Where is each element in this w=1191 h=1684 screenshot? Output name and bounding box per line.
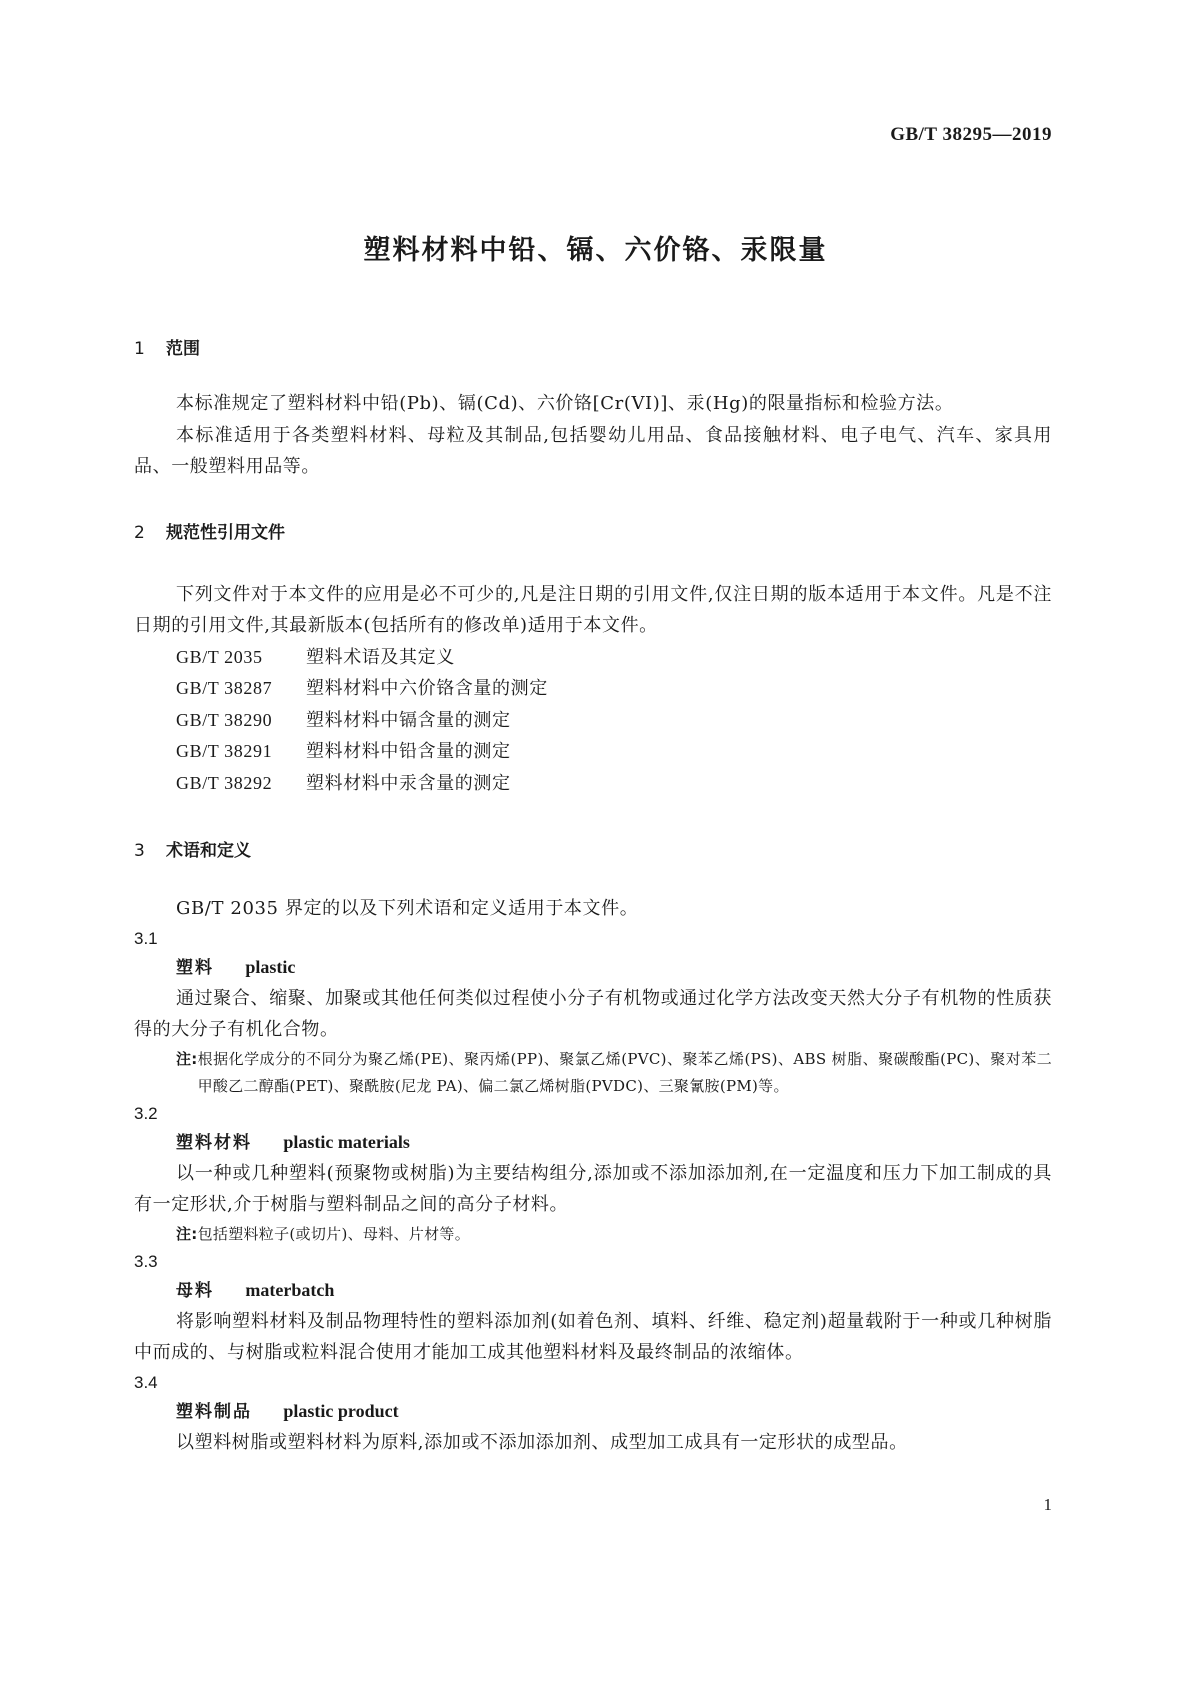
section-number: 1 — [134, 339, 145, 359]
term-entry — [134, 1248, 1052, 1369]
reference-title: 塑料术语及其定义 — [306, 646, 455, 668]
term-en: plastic materials — [283, 1131, 410, 1152]
term-designation — [134, 952, 1052, 983]
reference-code: GB/T 38290 — [176, 709, 273, 730]
section-title: 规范性引用文件 — [166, 522, 285, 543]
note-label: 注: — [176, 1224, 198, 1243]
note-text: 包括塑料粒子(或切片)、母料、片材等。 — [197, 1224, 471, 1243]
paragraph: 本标准适用于各类塑料材料、母粒及其制品,包括婴幼儿用品、食品接触材料、电子电气、汽车、家具用品、一般塑料用品等。 — [134, 424, 1052, 477]
section-heading — [134, 521, 1052, 545]
term-note — [134, 1046, 1052, 1100]
term-zh: 塑料材料 — [176, 1132, 252, 1153]
term-en: plastic — [245, 956, 296, 977]
section-terms-definitions — [134, 839, 1052, 1458]
document-title: 塑料材料中铅、镉、六价铬、汞限量 — [363, 235, 828, 266]
standard-code: GB/T 38295—2019 — [890, 124, 1052, 145]
term-definition: 将影响塑料材料及制品物理特性的塑料添加剂(如着色剂、填料、纤维、稳定剂)超量载附于一种或几种树脂中而成的、与树脂或粒料混合使用才能加工成其他塑料材料及最终制品的浓缩体。 — [134, 1310, 1052, 1363]
section-heading — [134, 839, 1052, 863]
reference-item — [134, 768, 1052, 800]
reference-item — [134, 642, 1052, 674]
term-designation — [134, 1127, 1052, 1158]
term-number: 3.2 — [134, 1103, 158, 1123]
reference-title: 塑料材料中六价铬含量的测定 — [306, 678, 548, 699]
term-designation — [134, 1275, 1052, 1306]
term-designation — [134, 1396, 1052, 1427]
reference-item — [134, 705, 1052, 737]
paragraph: 下列文件对于本文件的应用是必不可少的,凡是注日期的引用文件,仅注日期的版本适用于本文件。凡是不注日期的引用文件,其最新版本(包括所有的修改单)适用于本文件。 — [134, 583, 1052, 636]
section-title: 范围 — [166, 339, 200, 359]
term-number: 3.3 — [134, 1251, 158, 1271]
term-number: 3.4 — [134, 1372, 158, 1392]
reference-code: GB/T 38292 — [176, 772, 273, 793]
term-note — [134, 1221, 1052, 1248]
reference-item — [134, 673, 1052, 705]
paragraph: GB/T 2035 界定的以及下列术语和定义适用于本文件。 — [176, 898, 639, 919]
term-zh: 母料 — [176, 1280, 214, 1301]
term-definition: 以塑料树脂或塑料材料为原料,添加或不添加添加剂、成型加工成具有一定形状的成型品。 — [176, 1431, 908, 1453]
term-definition: 以一种或几种塑料(预聚物或树脂)为主要结构组分,添加或不添加添加剂,在一定温度和压力下加工制成的具有一定形状,介于树脂与塑料制品之间的高分子材料。 — [134, 1162, 1052, 1215]
reference-title: 塑料材料中汞含量的测定 — [306, 772, 511, 794]
page-number: 1 — [1043, 1495, 1052, 1514]
reference-title: 塑料材料中镉含量的测定 — [306, 709, 511, 731]
section-number: 2 — [134, 522, 145, 543]
section-scope — [134, 337, 1052, 483]
term-entry — [134, 925, 1052, 1100]
term-entry — [134, 1100, 1052, 1248]
term-en: plastic product — [283, 1400, 399, 1421]
section-normative-references — [134, 521, 1052, 800]
term-definition: 通过聚合、缩聚、加聚或其他任何类似过程使小分子有机物或通过化学方法改变天然大分子有机物的性质获得的大分子有机化合物。 — [134, 987, 1052, 1040]
paragraph: 本标准规定了塑料材料中铅(Pb)、镉(Cd)、六价铬[Cr(VI)]、汞(Hg)的限量指标和检验方法。 — [176, 393, 954, 414]
reference-item — [134, 736, 1052, 768]
term-zh: 塑料制品 — [176, 1401, 252, 1422]
note-text: 根据化学成分的不同分为聚乙烯(PE)、聚丙烯(PP)、聚氯乙烯(PVC)、聚苯乙烯(PS)、ABS 树脂、聚碳酸酯(PC)、聚对苯二甲酸乙二醇酯(PET)、聚酰胺(尼龙 PA)、偏二氯乙烯树脂(PVDC)、三聚氰胺(PM)等。 — [197, 1049, 1052, 1095]
reference-title: 塑料材料中铅含量的测定 — [306, 741, 511, 762]
reference-code: GB/T 38291 — [176, 741, 273, 761]
section-title: 术语和定义 — [166, 841, 251, 861]
term-number: 3.1 — [134, 928, 158, 948]
note-label: 注: — [176, 1049, 198, 1068]
reference-code: GB/T 2035 — [176, 646, 263, 667]
reference-code: GB/T 38287 — [176, 678, 273, 698]
document-body — [134, 337, 1052, 1458]
term-zh: 塑料 — [176, 957, 214, 978]
term-entry — [134, 1369, 1052, 1459]
term-en: materbatch — [245, 1279, 335, 1300]
section-heading — [134, 337, 1052, 361]
section-number: 3 — [134, 841, 145, 861]
